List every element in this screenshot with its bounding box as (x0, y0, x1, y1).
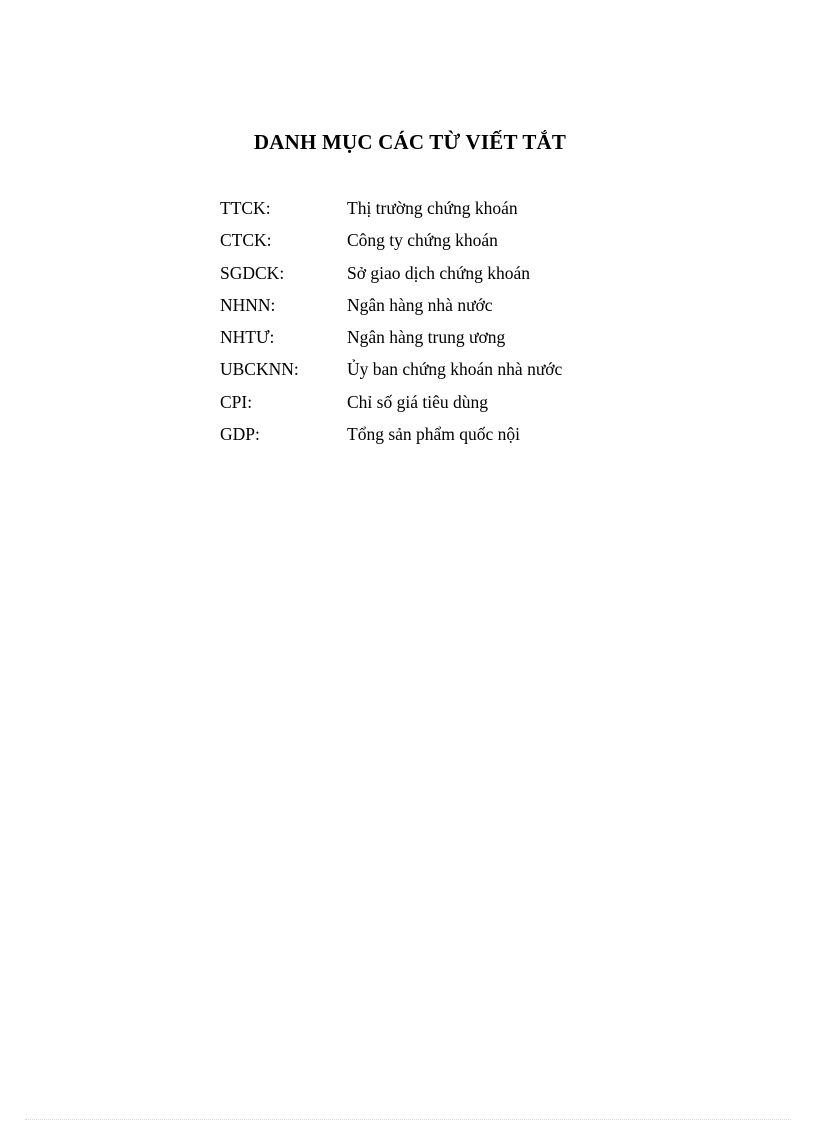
abbreviation-meaning: Tổng sản phẩm quốc nội (347, 424, 521, 445)
abbreviation-meaning: Ủy ban chứng khoán nhà nước (347, 359, 563, 380)
abbreviation-meaning: Thị trường chứng khoán (347, 198, 518, 218)
page-bottom-divider (25, 1119, 791, 1120)
list-item (220, 293, 640, 325)
abbreviation-term: SGDCK: (220, 262, 285, 283)
abbreviation-meaning: Sở giao dịch chứng khoán (347, 262, 531, 283)
abbreviation-term: UBCKNN: (220, 359, 299, 380)
list-item (220, 422, 640, 454)
abbreviation-meaning: Công ty chứng khoán (347, 230, 498, 251)
abbreviation-list (220, 196, 640, 454)
abbreviation-meaning: Chỉ số giá tiêu dùng (347, 391, 488, 412)
list-item (220, 261, 640, 293)
list-item (220, 196, 640, 228)
abbreviation-meaning: Ngân hàng trung ương (347, 327, 506, 348)
abbreviation-term: NHNN: (220, 294, 276, 315)
list-item (220, 325, 640, 357)
list-item (220, 390, 640, 422)
abbreviation-term: GDP: (220, 424, 260, 445)
abbreviation-term: CTCK: (220, 230, 272, 251)
abbreviation-term: NHTƯ: (220, 327, 275, 348)
list-item (220, 357, 640, 389)
page-title: DANH MỤC CÁC TỪ VIẾT TẮT (253, 130, 567, 154)
abbreviation-meaning: Ngân hàng nhà nước (347, 294, 493, 315)
abbreviation-term: CPI: (220, 391, 253, 412)
list-item (220, 228, 640, 260)
abbreviation-term: TTCK: (220, 198, 271, 218)
